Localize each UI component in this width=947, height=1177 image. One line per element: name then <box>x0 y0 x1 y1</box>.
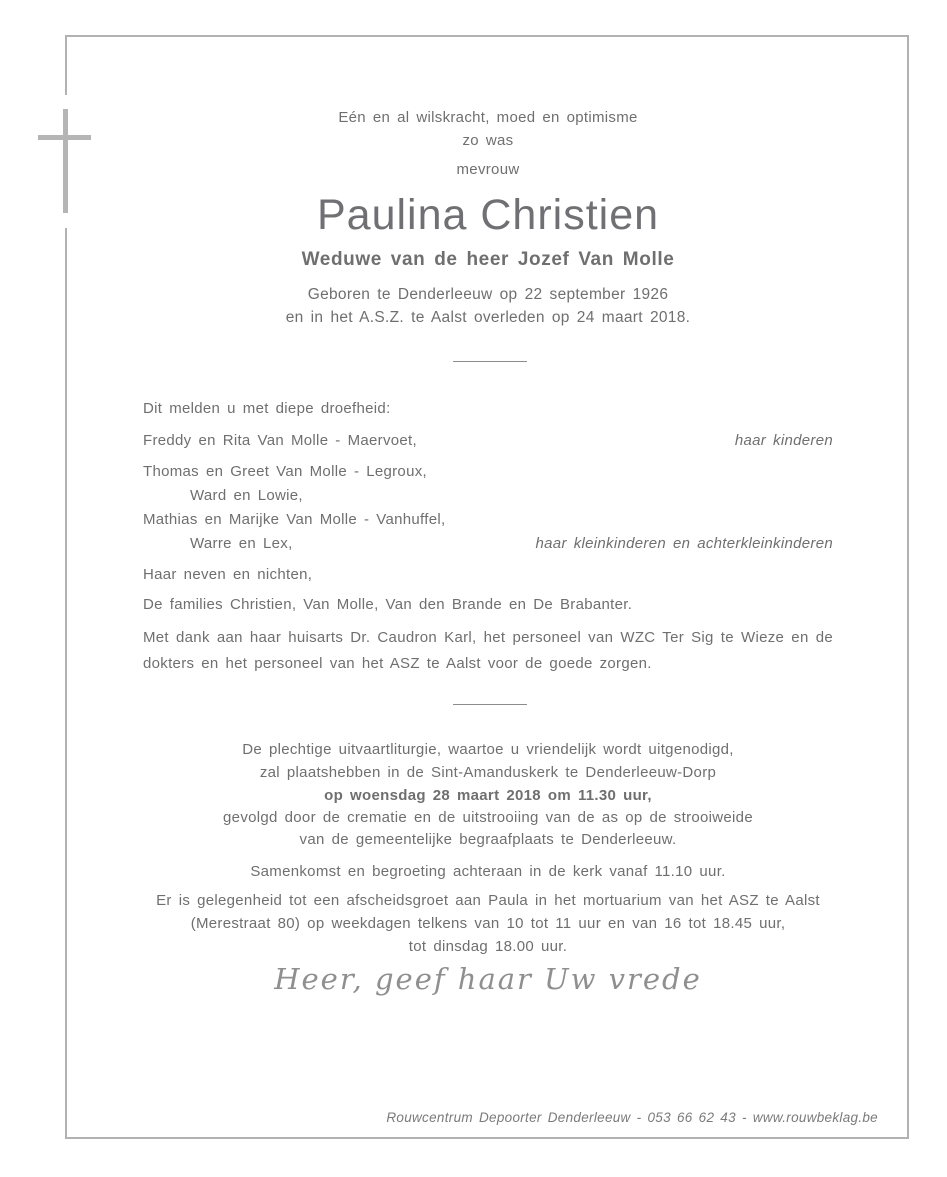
family-names: Ward en Lowie, <box>190 487 303 504</box>
born-line: Geboren te Denderleeuw op 22 september 1926 <box>307 286 669 303</box>
died-line: en in het A.S.Z. te Aalst overleden op 24 maart 2018. <box>285 309 691 326</box>
gathering-line: Samenkomst en begroeting achteraan in de kerk vanaf 11.10 uur. <box>250 863 726 880</box>
intro-line-1: Eén en al wilskracht, moed en optimisme <box>338 109 638 126</box>
liturgy-line-4: gevolgd door de crematie en de uitstrooiing van de as op de strooiweide <box>223 809 753 826</box>
family-row <box>143 534 833 554</box>
family-names: Mathias en Marijke Van Molle - Vanhuffel, <box>143 511 446 528</box>
announcement-intro: Dit melden u met diepe droefheid: <box>143 400 391 417</box>
funeral-home-footer: Rouwcentrum Depoorter Denderleeuw - 053 66 62 43 - www.rouwbeklag.be <box>386 1110 878 1125</box>
salutation: mevrouw <box>456 161 520 178</box>
mortuary-line-2: (Merestraat 80) op weekdagen telkens van 10 tot 11 uur en van 16 tot 18.45 uur, <box>190 915 786 932</box>
liturgy-line-1: De plechtige uitvaartliturgie, waartoe u vriendelijk wordt uitgenodigd, <box>242 741 734 758</box>
family-row <box>143 431 833 451</box>
relation-label: haar kleinkinderen en achterkleinkinderen <box>535 535 833 552</box>
family-row <box>143 510 833 530</box>
mortuary-line-3: tot dinsdag 18.00 uur. <box>408 938 568 955</box>
thanks-line: Met dank aan haar huisarts Dr. Caudron Karl, het personeel van WZC Ter Sig te Wieze en de dokters en het personeel van het ASZ te Aalst voor de goede zorgen. <box>143 629 833 672</box>
relatives-line: Haar neven en nichten, <box>143 566 313 583</box>
family-names: Warre en Lex, <box>190 535 293 552</box>
family-names: Thomas en Greet Van Molle - Legroux, <box>143 463 427 480</box>
widow-line: Weduwe van de heer Jozef Van Molle <box>301 249 675 270</box>
liturgy-line-2: zal plaatshebben in de Sint-Amanduskerk te Denderleeuw-Dorp <box>259 764 717 781</box>
liturgy-date: op woensdag 28 maart 2018 om 11.30 uur, <box>324 787 652 804</box>
relation-label: haar kinderen <box>734 432 833 449</box>
section-divider-middle <box>453 704 527 705</box>
deceased-name: Paulina Christien <box>316 191 660 239</box>
section-divider-top <box>453 361 527 362</box>
prayer-script-text: Heer, geef haar Uw vrede <box>274 962 702 996</box>
families-line: De families Christien, Van Molle, Van den Brande en De Brabanter. <box>143 596 633 613</box>
family-row <box>143 462 833 482</box>
intro-line-2: zo was <box>462 132 514 149</box>
mortuary-line-1: Er is gelegenheid tot een afscheidsgroet aan Paula in het mortuarium van het ASZ te Aalst <box>156 892 820 909</box>
family-names: Freddy en Rita Van Molle - Maervoet, <box>143 432 417 449</box>
liturgy-line-5: van de gemeentelijke begraafplaats te Denderleeuw. <box>299 831 677 848</box>
family-row <box>143 486 833 506</box>
